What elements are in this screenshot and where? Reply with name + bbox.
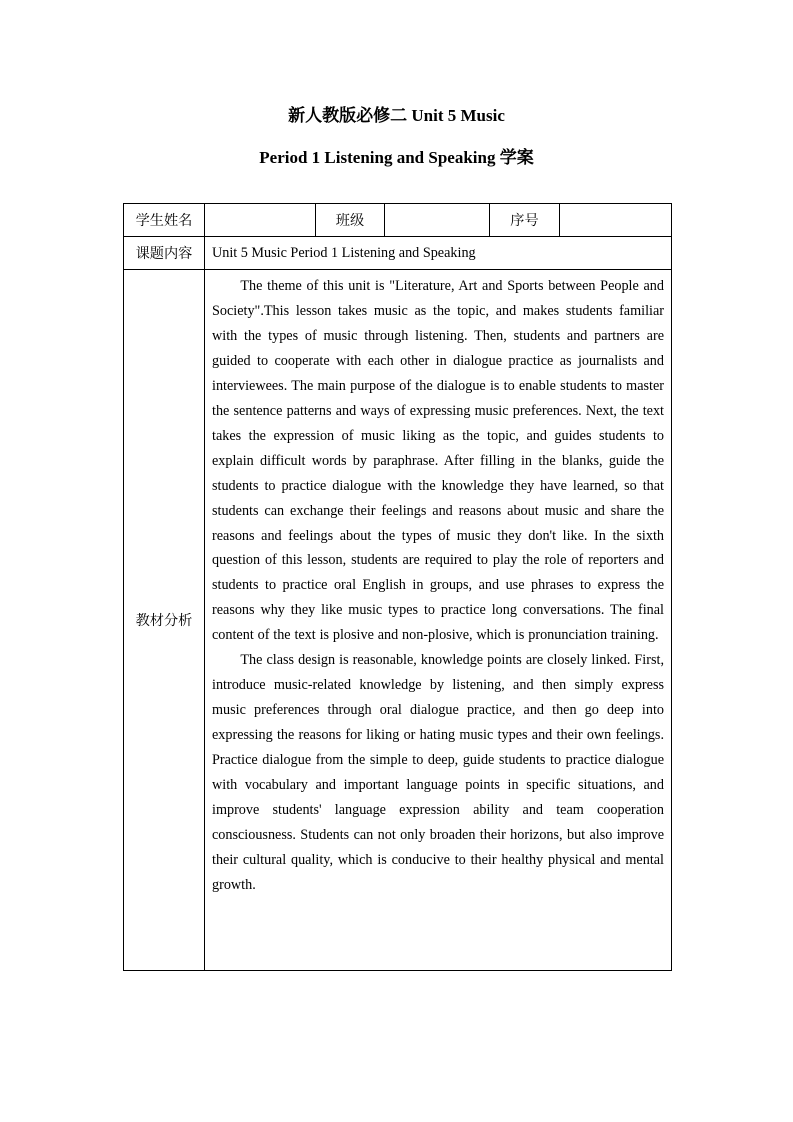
topic-value: Unit 5 Music Period 1 Listening and Speaking bbox=[205, 237, 672, 270]
analysis-paragraph: The theme of this unit is "Literature, Art and Sports between People and Society".This lesson takes music as the topic, and makes students familiar with the types of music through listening. Then, students and partners are guided to cooperate with each other in dialogue practice as journalists and interviewees. The main purpose of the dialogue is to enable students to master the sentence patterns and ways of expressing music preferences. Next, the text takes the expression of music liking as the topic, and guides students to explain difficult words by paraphrase. After filling in the blanks, guide the students to practice dialogue with the knowledge they have learned, so that students can exchange their feelings and reasons about music and share the reasons and feelings about the types of music they don't like. In the sixth question of this lesson, students are required to play the role of reporters and students to practice oral English in groups, and use phrases to express the reasons why they like music types to practice long conversations. The final content of the text is plosive and non-plosive, which is pronunciation training. bbox=[212, 278, 664, 644]
document-title: 新人教版必修二 Unit 5 Music bbox=[288, 106, 505, 125]
seat-number-field[interactable] bbox=[560, 204, 672, 237]
student-name-field[interactable] bbox=[205, 204, 316, 237]
textbook-analysis-label: 教材分析 bbox=[124, 270, 205, 971]
lesson-plan-table bbox=[123, 203, 672, 971]
student-name-label: 学生姓名 bbox=[124, 204, 205, 237]
topic-row bbox=[124, 237, 672, 270]
class-field[interactable] bbox=[385, 204, 490, 237]
student-info-row bbox=[124, 204, 672, 237]
analysis-row bbox=[124, 270, 672, 971]
seat-number-label: 序号 bbox=[490, 204, 560, 237]
class-label: 班级 bbox=[316, 204, 385, 237]
analysis-paragraph: The class design is reasonable, knowledge points are closely linked. First, introduce music-related knowledge by listening, and then simply express music preferences through oral dialogue practice, and then go deep into expressing the reasons for liking or hating music types and their own feelings. Practice dialogue from the simple to deep, guide students to practice dialogue with vocabulary and important language points in specific situations, and improve students' language expression ability and team cooperation consciousness. Students can not only broaden their horizons, but also improve their cultural quality, which is conducive to their healthy physical and mental growth. bbox=[212, 652, 664, 893]
textbook-analysis-content bbox=[205, 270, 672, 971]
document-subtitle: Period 1 Listening and Speaking 学案 bbox=[259, 148, 534, 167]
topic-label: 课题内容 bbox=[124, 237, 205, 270]
